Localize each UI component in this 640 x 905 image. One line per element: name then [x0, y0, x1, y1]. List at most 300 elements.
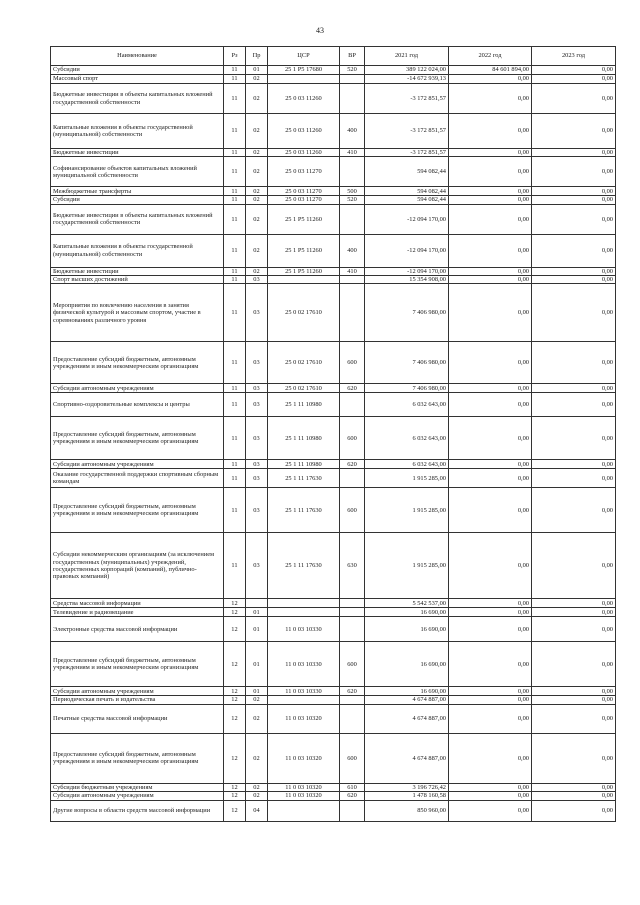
- table-row: [51, 488, 616, 533]
- row-2022: 0,00: [449, 733, 532, 783]
- col-header-name: Наименование: [51, 47, 224, 66]
- row-2023: 0,00: [532, 608, 616, 617]
- row-csr: 25 1 11 10980: [268, 460, 340, 469]
- row-2023: 0,00: [532, 342, 616, 384]
- row-vr: 600: [340, 733, 365, 783]
- row-name: Субсидии бюджетным учреждениям: [51, 783, 224, 791]
- table-row: [51, 696, 616, 704]
- row-2023: 0,00: [532, 733, 616, 783]
- row-rz: 12: [224, 608, 246, 617]
- row-rz: 11: [224, 276, 246, 284]
- row-rz: 12: [224, 800, 246, 821]
- row-rz: 11: [224, 284, 246, 342]
- table-row: [51, 204, 616, 234]
- row-csr: 25 1 Р5 11260: [268, 204, 340, 234]
- row-2022: 0,00: [449, 342, 532, 384]
- row-2023: 0,00: [532, 617, 616, 642]
- row-vr: 600: [340, 488, 365, 533]
- row-pr: 02: [246, 114, 268, 149]
- col-header-pr: Пр: [246, 47, 268, 66]
- row-2022: 0,00: [449, 417, 532, 460]
- row-vr: 400: [340, 234, 365, 267]
- row-2022: 0,00: [449, 800, 532, 821]
- row-2021: 4 674 887,00: [365, 704, 449, 733]
- row-2021: 389 122 024,00: [365, 66, 449, 75]
- row-name: Субсидии: [51, 66, 224, 75]
- row-pr: 03: [246, 469, 268, 488]
- row-pr: 03: [246, 276, 268, 284]
- table-row: [51, 187, 616, 196]
- table-row: [51, 417, 616, 460]
- table-row: [51, 342, 616, 384]
- table-row: [51, 234, 616, 267]
- row-pr: 02: [246, 234, 268, 267]
- row-2022: 0,00: [449, 276, 532, 284]
- row-name: Субсидии автономным учреждениям: [51, 460, 224, 469]
- row-2021: 6 032 643,00: [365, 417, 449, 460]
- row-2021: 16 690,00: [365, 642, 449, 687]
- row-2022: 0,00: [449, 608, 532, 617]
- row-name: Капитальные вложения в объекты государственной (муниципальной) собственности: [51, 234, 224, 267]
- row-2021: 15 354 908,00: [365, 276, 449, 284]
- row-csr: [268, 599, 340, 608]
- row-2023: 0,00: [532, 460, 616, 469]
- row-csr: 11 0 03 10330: [268, 617, 340, 642]
- row-2023: 0,00: [532, 417, 616, 460]
- row-2023: 0,00: [532, 114, 616, 149]
- row-2021: -3 172 851,57: [365, 114, 449, 149]
- row-csr: 11 0 03 10320: [268, 733, 340, 783]
- row-2021: -3 172 851,57: [365, 84, 449, 114]
- row-vr: 410: [340, 149, 365, 157]
- col-header-2022: 2022 год: [449, 47, 532, 66]
- row-rz: 11: [224, 533, 246, 599]
- row-csr: 11 0 03 10320: [268, 792, 340, 800]
- row-2022: 0,00: [449, 488, 532, 533]
- row-2023: 0,00: [532, 696, 616, 704]
- table-row: [51, 599, 616, 608]
- row-2023: 0,00: [532, 84, 616, 114]
- table-row: [51, 792, 616, 800]
- row-rz: 11: [224, 488, 246, 533]
- row-name: Предоставление субсидий бюджетным, автономным учреждениям и иным некоммерческим организациям: [51, 733, 224, 783]
- row-2021: 1 915 285,00: [365, 533, 449, 599]
- row-pr: 02: [246, 696, 268, 704]
- table-row: [51, 114, 616, 149]
- row-2021: 7 406 980,00: [365, 384, 449, 393]
- row-2022: 0,00: [449, 234, 532, 267]
- row-2023: 0,00: [532, 157, 616, 187]
- table-row: [51, 84, 616, 114]
- row-csr: 25 1 11 17630: [268, 488, 340, 533]
- row-2021: -12 094 170,00: [365, 234, 449, 267]
- row-2023: 0,00: [532, 704, 616, 733]
- row-pr: 02: [246, 187, 268, 196]
- row-csr: 11 0 03 10330: [268, 642, 340, 687]
- row-vr: [340, 696, 365, 704]
- row-vr: 620: [340, 460, 365, 469]
- row-2023: 0,00: [532, 599, 616, 608]
- row-csr: 25 0 02 17610: [268, 342, 340, 384]
- row-2023: 0,00: [532, 783, 616, 791]
- row-2021: -3 172 851,57: [365, 149, 449, 157]
- row-2023: 0,00: [532, 800, 616, 821]
- row-vr: 600: [340, 642, 365, 687]
- row-2023: 0,00: [532, 66, 616, 75]
- row-name: Субсидии автономным учреждениям: [51, 687, 224, 696]
- row-vr: [340, 204, 365, 234]
- row-name: Спорт высших достижений: [51, 276, 224, 284]
- row-vr: [340, 84, 365, 114]
- row-vr: [340, 800, 365, 821]
- row-pr: 03: [246, 460, 268, 469]
- col-header-2023: 2023 год: [532, 47, 616, 66]
- row-pr: 01: [246, 617, 268, 642]
- row-2022: 0,00: [449, 267, 532, 275]
- row-rz: 11: [224, 267, 246, 275]
- row-csr: 25 1 11 17630: [268, 469, 340, 488]
- row-pr: 02: [246, 84, 268, 114]
- row-name: Бюджетные инвестиции в объекты капитальных вложений государственной собственности: [51, 84, 224, 114]
- row-rz: 11: [224, 417, 246, 460]
- row-2021: 16 690,00: [365, 687, 449, 696]
- row-pr: 02: [246, 204, 268, 234]
- row-csr: 25 0 03 11260: [268, 84, 340, 114]
- row-vr: 520: [340, 196, 365, 204]
- row-2023: 0,00: [532, 267, 616, 275]
- col-header-rz: Рз: [224, 47, 246, 66]
- budget-table-body: [51, 66, 616, 822]
- table-row: [51, 642, 616, 687]
- row-vr: [340, 276, 365, 284]
- table-row: [51, 284, 616, 342]
- row-csr: 25 1 11 17630: [268, 533, 340, 599]
- row-rz: 11: [224, 157, 246, 187]
- row-2022: 0,00: [449, 783, 532, 791]
- row-csr: [268, 75, 340, 84]
- row-pr: 03: [246, 342, 268, 384]
- row-csr: 25 1 11 10980: [268, 393, 340, 417]
- row-name: Другие вопросы в области средств массовой информации: [51, 800, 224, 821]
- row-vr: 520: [340, 66, 365, 75]
- page-number: 43: [316, 26, 324, 35]
- row-2021: 3 196 726,42: [365, 783, 449, 791]
- row-vr: [340, 469, 365, 488]
- row-csr: 25 0 03 11270: [268, 187, 340, 196]
- row-2021: 1 478 160,58: [365, 792, 449, 800]
- table-row: [51, 704, 616, 733]
- row-2023: 0,00: [532, 187, 616, 196]
- row-2022: 0,00: [449, 204, 532, 234]
- row-vr: 500: [340, 187, 365, 196]
- row-vr: [340, 608, 365, 617]
- row-name: Предоставление субсидий бюджетным, автономным учреждениям и иным некоммерческим организациям: [51, 417, 224, 460]
- row-rz: 11: [224, 384, 246, 393]
- row-csr: 25 0 02 17610: [268, 284, 340, 342]
- row-vr: 620: [340, 792, 365, 800]
- row-rz: 12: [224, 696, 246, 704]
- table-row: [51, 783, 616, 791]
- row-name: Субсидии некоммерческим организациям (за исключением государственных (муниципальных) учреждений, государственных корпораций (компаний), публично-правовых компаний): [51, 533, 224, 599]
- row-name: Мероприятия по вовлечению населения в занятия физической культурой и массовым спортом, участие в соревнованиях различного уровня: [51, 284, 224, 342]
- row-csr: 25 0 03 11260: [268, 149, 340, 157]
- row-2022: 0,00: [449, 792, 532, 800]
- row-2022: 0,00: [449, 617, 532, 642]
- row-rz: 12: [224, 704, 246, 733]
- row-2023: 0,00: [532, 276, 616, 284]
- row-name: Предоставление субсидий бюджетным, автономным учреждениям и иным некоммерческим организациям: [51, 642, 224, 687]
- row-pr: 03: [246, 417, 268, 460]
- row-name: Межбюджетные трансферты: [51, 187, 224, 196]
- row-rz: 11: [224, 234, 246, 267]
- row-2023: 0,00: [532, 687, 616, 696]
- row-2022: 0,00: [449, 196, 532, 204]
- row-name: Средства массовой информации: [51, 599, 224, 608]
- row-name: Бюджетные инвестиции: [51, 267, 224, 275]
- row-2021: 5 542 537,00: [365, 599, 449, 608]
- table-row: [51, 687, 616, 696]
- row-2022: 0,00: [449, 384, 532, 393]
- row-vr: [340, 393, 365, 417]
- table-row: [51, 384, 616, 393]
- row-name: Предоставление субсидий бюджетным, автономным учреждениям и иным некоммерческим организациям: [51, 342, 224, 384]
- row-2021: 4 674 887,00: [365, 733, 449, 783]
- row-rz: 11: [224, 84, 246, 114]
- row-rz: 11: [224, 460, 246, 469]
- table-row: [51, 149, 616, 157]
- row-name: Предоставление субсидий бюджетным, автономным учреждениям и иным некоммерческим организациям: [51, 488, 224, 533]
- row-pr: 01: [246, 66, 268, 75]
- row-name: Бюджетные инвестиции в объекты капитальных вложений государственной собственности: [51, 204, 224, 234]
- row-2022: 0,00: [449, 696, 532, 704]
- row-vr: 600: [340, 342, 365, 384]
- table-row: [51, 460, 616, 469]
- row-2021: 6 032 643,00: [365, 460, 449, 469]
- row-rz: 12: [224, 733, 246, 783]
- row-2022: 0,00: [449, 114, 532, 149]
- row-2021: 1 915 285,00: [365, 488, 449, 533]
- row-2023: 0,00: [532, 384, 616, 393]
- row-vr: 410: [340, 267, 365, 275]
- row-2022: 0,00: [449, 687, 532, 696]
- row-2023: 0,00: [532, 533, 616, 599]
- row-pr: 04: [246, 800, 268, 821]
- row-vr: [340, 704, 365, 733]
- row-vr: 610: [340, 783, 365, 791]
- row-vr: 630: [340, 533, 365, 599]
- table-row: [51, 533, 616, 599]
- row-name: Софинансирование объектов капитальных вложений муниципальной собственности: [51, 157, 224, 187]
- row-csr: 11 0 03 10320: [268, 783, 340, 791]
- row-name: Массовый спорт: [51, 75, 224, 84]
- table-row: [51, 469, 616, 488]
- row-pr: 02: [246, 704, 268, 733]
- row-vr: [340, 157, 365, 187]
- row-csr: 25 0 03 11270: [268, 157, 340, 187]
- row-pr: 02: [246, 149, 268, 157]
- budget-table: [50, 46, 616, 822]
- table-row: [51, 75, 616, 84]
- row-2022: 0,00: [449, 460, 532, 469]
- col-header-vr: ВР: [340, 47, 365, 66]
- row-pr: 02: [246, 75, 268, 84]
- row-vr: [340, 75, 365, 84]
- row-name: Субсидии автономным учреждениям: [51, 384, 224, 393]
- table-row: [51, 800, 616, 821]
- row-csr: [268, 276, 340, 284]
- row-csr: [268, 800, 340, 821]
- row-2023: 0,00: [532, 642, 616, 687]
- row-vr: 620: [340, 384, 365, 393]
- row-pr: 03: [246, 533, 268, 599]
- row-csr: 25 1 Р5 11260: [268, 267, 340, 275]
- row-csr: 25 0 03 11260: [268, 114, 340, 149]
- row-pr: 03: [246, 393, 268, 417]
- row-pr: 03: [246, 488, 268, 533]
- row-2022: 0,00: [449, 84, 532, 114]
- row-vr: [340, 284, 365, 342]
- row-2021: 1 915 285,00: [365, 469, 449, 488]
- row-rz: 12: [224, 617, 246, 642]
- table-header-row: [51, 47, 616, 66]
- row-2021: 7 406 980,00: [365, 284, 449, 342]
- row-rz: 12: [224, 792, 246, 800]
- row-name: Оказание государственной поддержки спортивным сборным командам: [51, 469, 224, 488]
- row-rz: 12: [224, 687, 246, 696]
- col-header-csr: ЦСР: [268, 47, 340, 66]
- row-2023: 0,00: [532, 393, 616, 417]
- row-2022: 0,00: [449, 157, 532, 187]
- table-row: [51, 733, 616, 783]
- row-vr: 600: [340, 417, 365, 460]
- row-name: Спортивно-оздоровительные комплексы и центры: [51, 393, 224, 417]
- row-name: Капитальные вложения в объекты государственной (муниципальной) собственности: [51, 114, 224, 149]
- col-header-2021: 2021 год: [365, 47, 449, 66]
- row-name: Субсидии: [51, 196, 224, 204]
- row-2023: 0,00: [532, 204, 616, 234]
- table-row: [51, 608, 616, 617]
- row-2023: 0,00: [532, 469, 616, 488]
- row-pr: 02: [246, 157, 268, 187]
- row-name: Субсидии автономным учреждениям: [51, 792, 224, 800]
- row-pr: 01: [246, 642, 268, 687]
- row-2022: 0,00: [449, 533, 532, 599]
- table-row: [51, 276, 616, 284]
- row-2023: 0,00: [532, 234, 616, 267]
- row-pr: 02: [246, 733, 268, 783]
- row-rz: 11: [224, 342, 246, 384]
- row-2021: 594 082,44: [365, 196, 449, 204]
- row-name: Печатные средства массовой информации: [51, 704, 224, 733]
- row-2021: 16 690,00: [365, 617, 449, 642]
- row-2021: 4 674 887,00: [365, 696, 449, 704]
- table-row: [51, 267, 616, 275]
- row-2021: -12 094 170,00: [365, 267, 449, 275]
- row-2021: -12 094 170,00: [365, 204, 449, 234]
- row-rz: 12: [224, 642, 246, 687]
- row-2023: 0,00: [532, 196, 616, 204]
- row-rz: 11: [224, 393, 246, 417]
- row-rz: 11: [224, 187, 246, 196]
- row-rz: 11: [224, 66, 246, 75]
- row-pr: 01: [246, 608, 268, 617]
- row-rz: 11: [224, 75, 246, 84]
- row-pr: 03: [246, 284, 268, 342]
- row-rz: 11: [224, 114, 246, 149]
- row-csr: 25 1 Р5 17680: [268, 66, 340, 75]
- table-row: [51, 196, 616, 204]
- row-2023: 0,00: [532, 792, 616, 800]
- row-2022: 84 601 894,00: [449, 66, 532, 75]
- row-csr: 25 0 02 17610: [268, 384, 340, 393]
- row-2022: 0,00: [449, 187, 532, 196]
- table-row: [51, 617, 616, 642]
- row-pr: 03: [246, 384, 268, 393]
- row-name: Периодическая печать и издательства: [51, 696, 224, 704]
- table-row: [51, 66, 616, 75]
- row-2021: 7 406 980,00: [365, 342, 449, 384]
- row-pr: 01: [246, 687, 268, 696]
- row-pr: 02: [246, 783, 268, 791]
- row-vr: [340, 599, 365, 608]
- row-2022: 0,00: [449, 75, 532, 84]
- row-pr: 02: [246, 792, 268, 800]
- row-2021: 6 032 643,00: [365, 393, 449, 417]
- row-csr: 25 1 Р5 11260: [268, 234, 340, 267]
- row-csr: 11 0 03 10330: [268, 687, 340, 696]
- row-pr: 02: [246, 267, 268, 275]
- row-name: Электронные средства массовой информации: [51, 617, 224, 642]
- row-csr: [268, 608, 340, 617]
- row-vr: 620: [340, 687, 365, 696]
- row-rz: 11: [224, 204, 246, 234]
- row-2021: 850 960,00: [365, 800, 449, 821]
- row-2023: 0,00: [532, 488, 616, 533]
- table-row: [51, 157, 616, 187]
- row-2021: 594 082,44: [365, 157, 449, 187]
- row-csr: [268, 696, 340, 704]
- row-vr: [340, 617, 365, 642]
- row-2021: 16 690,00: [365, 608, 449, 617]
- row-rz: 11: [224, 196, 246, 204]
- row-2022: 0,00: [449, 469, 532, 488]
- row-name: Бюджетные инвестиции: [51, 149, 224, 157]
- row-csr: 11 0 03 10320: [268, 704, 340, 733]
- row-2022: 0,00: [449, 704, 532, 733]
- row-csr: 25 1 11 10980: [268, 417, 340, 460]
- row-2022: 0,00: [449, 149, 532, 157]
- row-2022: 0,00: [449, 393, 532, 417]
- row-rz: 12: [224, 783, 246, 791]
- row-pr: [246, 599, 268, 608]
- row-2023: 0,00: [532, 149, 616, 157]
- row-2022: 0,00: [449, 284, 532, 342]
- row-2023: 0,00: [532, 75, 616, 84]
- row-rz: 12: [224, 599, 246, 608]
- row-2021: 594 082,44: [365, 187, 449, 196]
- row-rz: 11: [224, 149, 246, 157]
- row-2022: 0,00: [449, 642, 532, 687]
- row-rz: 11: [224, 469, 246, 488]
- row-name: Телевидение и радиовещание: [51, 608, 224, 617]
- row-2021: -14 672 939,13: [365, 75, 449, 84]
- row-pr: 02: [246, 196, 268, 204]
- table-row: [51, 393, 616, 417]
- row-2022: 0,00: [449, 599, 532, 608]
- row-2023: 0,00: [532, 284, 616, 342]
- row-csr: 25 0 03 11270: [268, 196, 340, 204]
- row-vr: 400: [340, 114, 365, 149]
